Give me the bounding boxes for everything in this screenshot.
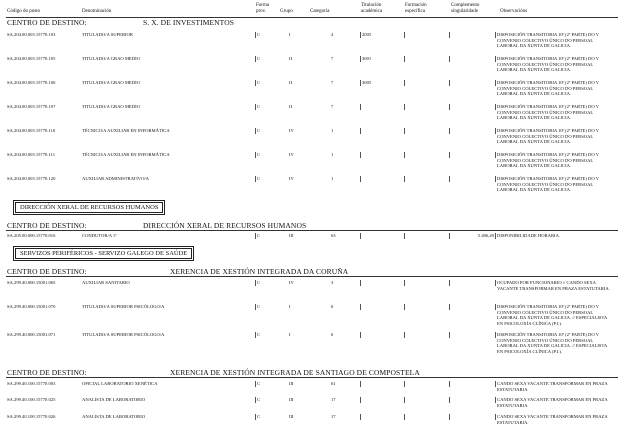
categoria: 1 xyxy=(331,128,334,133)
centro-name: XERENCIA DE XESTIÓN INTEGRADA DE SANTIAGO DE COMPOSTELA xyxy=(170,368,420,377)
denominacion: ANALISTA DE LABORATORIO xyxy=(82,414,146,419)
column-divider xyxy=(360,128,361,134)
posto-code: SA.204.00.003.15770.111 xyxy=(7,152,56,157)
column-divider xyxy=(255,176,256,182)
grupo: II xyxy=(289,104,293,109)
column-divider xyxy=(495,152,496,158)
section-rule xyxy=(6,276,618,277)
posto-code: SA.204.00.003.15770.105 xyxy=(7,56,56,61)
column-divider xyxy=(360,56,361,62)
centro-name: DIRECCIÓN XERAL DE RECURSOS HUMANOS xyxy=(143,221,307,230)
centro-label: CENTRO DE DESTINO: xyxy=(7,267,87,276)
column-divider xyxy=(404,128,405,134)
column-divider xyxy=(495,176,496,182)
column-divider xyxy=(360,233,361,239)
column-divider xyxy=(404,397,405,403)
section-box: SERVIZOS PERIFÉRICOS - SERVIZO GALEGO DE SAÚDE xyxy=(15,248,192,259)
observacions: DISPOSICIÓN TRANSITORIA 10ª (2º PARTE) DO V CONVENIO COLECTIVO ÚNICO DO PERSOAL LABORAL DA XUNTA DE GALICIA. xyxy=(497,128,599,145)
column-divider xyxy=(255,32,256,38)
column-divider xyxy=(449,104,450,110)
forma-prov: C xyxy=(257,332,261,337)
titulacion: 3005 xyxy=(362,80,372,85)
header-denominacion: Denominación xyxy=(82,9,112,14)
denominacion: ANALISTA DE LABORATORIO xyxy=(82,397,146,402)
observacions: DISPOSICIÓN TRANSITORIA 10ª (2º PARTE) DO V CONVENIO COLECTIVO ÚNICO DO PERSOAL LABORAL DA XUNTA DE GALICIA. // ESPECIALISTA EN PSICOLOXÍA CLÍNICA (P.I.). xyxy=(497,332,607,354)
column-divider xyxy=(495,381,496,387)
column-divider xyxy=(404,80,405,86)
forma-prov: C xyxy=(257,104,261,109)
centro-label: CENTRO DE DESTINO: xyxy=(7,221,87,230)
column-divider xyxy=(404,233,405,239)
denominacion: AUXILIAR ADMINISTRATIVO/A xyxy=(82,176,149,181)
column-divider xyxy=(449,397,450,403)
grupo: IV xyxy=(289,176,294,181)
column-divider xyxy=(404,32,405,38)
grupo: III xyxy=(289,397,294,402)
posto-code: SA.205.00.000.15770.016 xyxy=(7,233,56,238)
grupo: III xyxy=(289,381,294,386)
centro-name: S. X. DE INVESTIMENTOS xyxy=(143,18,235,27)
categoria: 61 xyxy=(331,381,336,386)
column-divider xyxy=(495,80,496,86)
column-divider xyxy=(255,80,256,86)
grupo: I xyxy=(289,304,291,309)
centro-name: XERENCIA DE XESTIÓN INTEGRADA DA CORUÑA xyxy=(170,267,349,276)
grupo: III xyxy=(289,414,294,419)
column-divider xyxy=(449,152,450,158)
column-divider xyxy=(255,152,256,158)
column-divider xyxy=(360,414,361,420)
denominacion: OFICIAL LABORATORIO XENÉTICA xyxy=(82,381,158,386)
section-box: DIRECCIÓN XERAL DE RECURSOS HUMANOS xyxy=(15,202,163,213)
column-divider xyxy=(360,32,361,38)
column-divider xyxy=(255,304,256,310)
column-divider xyxy=(255,381,256,387)
categoria: 1 xyxy=(331,152,334,157)
grupo: II xyxy=(289,56,293,61)
observacions: DISPOSICIÓN TRANSITORIA 10ª (2º PARTE) DO V CONVENIO COLECTIVO ÚNICO DO PERSOAL LABORAL DA XUNTA DE GALICIA. xyxy=(497,104,599,121)
header-codigo: Código do posto xyxy=(7,9,41,14)
forma-prov: C xyxy=(257,56,261,61)
posto-code: SA.299.40.000.15001.071 xyxy=(7,332,56,337)
denominacion: TITULADO/A GRAO MEDIO xyxy=(82,80,140,85)
grupo: I xyxy=(289,332,291,337)
header-forma: Forma prov. xyxy=(256,3,270,14)
column-divider xyxy=(404,104,405,110)
observacions: DISPOSICIÓN TRANSITORIA 10ª (2º PARTE) DO V CONVENIO COLECTIVO ÚNICO DO PERSOAL LABORAL DA XUNTA DE GALICIA. // ESPECIALISTA EN PSICOLOXÍA CLÍNICA (P.I.). xyxy=(497,304,607,326)
observacions: DISPONIBILIDADE HORARIA. xyxy=(497,233,561,238)
column-divider xyxy=(404,56,405,62)
observacions: DISPOSICIÓN TRANSITORIA 10ª (2º PARTE) DO V CONVENIO COLECTIVO ÚNICO DO PERSOAL LABORAL DA XUNTA DE GALICIA. xyxy=(497,32,599,49)
categoria: 63 xyxy=(331,233,336,238)
categoria: 7 xyxy=(331,80,334,85)
column-divider xyxy=(495,397,496,403)
column-divider xyxy=(360,176,361,182)
categoria: 6 xyxy=(331,304,334,309)
denominacion: TÉCNICO/A AUXILIAR EN INFORMÁTICA xyxy=(82,128,170,133)
column-divider xyxy=(404,280,405,286)
titulacion: 2005 xyxy=(362,32,372,37)
column-divider xyxy=(449,128,450,134)
column-divider xyxy=(404,414,405,420)
column-divider xyxy=(360,304,361,310)
grupo: I xyxy=(289,32,291,37)
categoria: 7 xyxy=(331,104,334,109)
grupo: II xyxy=(289,80,293,85)
column-divider xyxy=(449,381,450,387)
column-divider xyxy=(360,280,361,286)
categoria: 4 xyxy=(331,32,334,37)
denominacion: TITULADO/A GRAO MEDIO xyxy=(82,56,140,61)
categoria: 7 xyxy=(331,56,334,61)
forma-prov: C xyxy=(257,381,261,386)
categoria: 17 xyxy=(331,414,336,419)
posto-code: SA.204.00.003.15770.107 xyxy=(7,104,56,109)
denominacion: CONDUTOR/A 1ª xyxy=(82,233,117,238)
column-divider xyxy=(404,381,405,387)
column-divider xyxy=(449,32,450,38)
header-grupo: Grupo xyxy=(280,9,293,14)
grupo: III xyxy=(289,233,294,238)
posto-code: SA.299.40.100.15770.025 xyxy=(7,397,56,402)
categoria: 6 xyxy=(331,332,334,337)
column-divider xyxy=(495,128,496,134)
column-divider xyxy=(360,332,361,338)
section-rule xyxy=(6,377,618,378)
posto-code: SA.204.00.003.15770.103 xyxy=(7,32,56,37)
complemento: 5.406,49 xyxy=(477,233,494,238)
forma-prov: C xyxy=(257,176,261,181)
categoria: 17 xyxy=(331,397,336,402)
denominacion: TITULADO/A GRAO MEDIO xyxy=(82,104,140,109)
header-rule xyxy=(6,17,618,18)
posto-code: SA.299.40.100.15770.003 xyxy=(7,381,56,386)
column-divider xyxy=(360,104,361,110)
column-divider xyxy=(360,80,361,86)
header-formacion: Formación específica xyxy=(405,3,427,14)
forma-prov: C xyxy=(257,128,261,133)
column-divider xyxy=(360,152,361,158)
column-divider xyxy=(495,332,496,338)
column-divider xyxy=(255,414,256,420)
centro-label: CENTRO DE DESTINO: xyxy=(7,18,87,27)
column-divider xyxy=(449,414,450,420)
denominacion: AUXILIAR SANITARIO xyxy=(82,280,130,285)
header-titulacion: Titulación académica xyxy=(361,3,383,14)
observacions: CANDO SEXA VACANTE TRANSFORMAR EN PRAZA ESTATUTARIA. xyxy=(497,414,608,425)
column-divider xyxy=(255,104,256,110)
observacions: DISPOSICIÓN TRANSITORIA 10ª (2º PARTE) DO V CONVENIO COLECTIVO ÚNICO DO PERSOAL LABORAL DA XUNTA DE GALICIA. xyxy=(497,152,599,169)
section-rule xyxy=(6,230,618,231)
grupo: IV xyxy=(289,280,294,285)
column-divider xyxy=(404,176,405,182)
column-divider xyxy=(449,304,450,310)
observacions: CANDO SEXA VACANTE TRANSFORMAR EN PRAZA ESTATUTARIA. xyxy=(497,381,608,392)
column-divider xyxy=(449,56,450,62)
column-divider xyxy=(255,397,256,403)
column-divider xyxy=(404,332,405,338)
column-divider xyxy=(360,397,361,403)
column-divider xyxy=(255,128,256,134)
column-divider xyxy=(449,176,450,182)
column-divider xyxy=(495,280,496,286)
grupo: IV xyxy=(289,152,294,157)
column-divider xyxy=(404,152,405,158)
column-divider xyxy=(360,381,361,387)
column-divider xyxy=(255,233,256,239)
column-divider xyxy=(255,56,256,62)
titulacion: 3001 xyxy=(362,56,372,61)
column-divider xyxy=(495,32,496,38)
forma-prov: C xyxy=(257,152,261,157)
column-divider xyxy=(495,414,496,420)
categoria: 1 xyxy=(331,176,334,181)
categoria: 3 xyxy=(331,280,334,285)
column-divider xyxy=(255,280,256,286)
column-divider xyxy=(495,104,496,110)
posto-code: SA.299.40.000.15001.065 xyxy=(7,280,56,285)
forma-prov: C xyxy=(257,233,261,238)
posto-code: SA.204.00.003.15770.120 xyxy=(7,176,56,181)
column-divider xyxy=(449,280,450,286)
column-divider xyxy=(255,332,256,338)
denominacion: TÉCNICO/A AUXILIAR EN INFORMÁTICA xyxy=(82,152,170,157)
observacions: CANDO SEXA VACANTE TRANSFORMAR EN PRAZA ESTATUTARIA. xyxy=(497,397,608,408)
column-divider xyxy=(404,304,405,310)
observacions: OCUPADO POR FUNCIONARIO // CANDO SEXA VACANTE TRANSFORMAR EN PRAZA ESTATUTARIA. xyxy=(497,280,610,291)
observacions: DISPOSICIÓN TRANSITORIA 10ª (2º PARTE) DO V CONVENIO COLECTIVO ÚNICO DO PERSOAL LABORAL DA XUNTA DE GALICIA. xyxy=(497,80,599,97)
header-observacions: Observacións xyxy=(500,9,528,14)
forma-prov: C xyxy=(257,414,261,419)
posto-code: SA.299.40.000.15001.070 xyxy=(7,304,56,309)
column-divider xyxy=(449,233,450,239)
forma-prov: C xyxy=(257,397,261,402)
column-divider xyxy=(495,304,496,310)
posto-code: SA.299.40.100.15770.026 xyxy=(7,414,56,419)
observacions: DISPOSICIÓN TRANSITORIA 10ª (2º PARTE) DO V CONVENIO COLECTIVO ÚNICO DO PERSOAL LABORAL DA XUNTA DE GALICIA. xyxy=(497,56,599,73)
denominacion: TITULADO/A SUPERIOR xyxy=(82,32,133,37)
observacions: DISPOSICIÓN TRANSITORIA 10ª (2º PARTE) DO V CONVENIO COLECTIVO ÚNICO DO PERSOAL LABORAL DA XUNTA DE GALICIA. xyxy=(497,176,599,193)
forma-prov: C xyxy=(257,304,261,309)
forma-prov: C xyxy=(257,80,261,85)
column-divider xyxy=(449,332,450,338)
denominacion: TITULADO/A SUPERIOR PSICÓLOGO/A xyxy=(82,332,165,337)
posto-code: SA.204.00.003.15770.110 xyxy=(7,128,56,133)
forma-prov: C xyxy=(257,32,261,37)
forma-prov: C xyxy=(257,280,261,285)
denominacion: TITULADO/A SUPERIOR PSICÓLOGO/A xyxy=(82,304,165,309)
column-divider xyxy=(495,233,496,239)
grupo: IV xyxy=(289,128,294,133)
centro-label: CENTRO DE DESTINO: xyxy=(7,368,87,377)
posto-code: SA.204.00.003.15770.106 xyxy=(7,80,56,85)
column-divider xyxy=(449,80,450,86)
header-complemento: Complemento singularidade xyxy=(451,3,480,14)
header-categoria: Categoría xyxy=(310,9,330,14)
column-divider xyxy=(495,56,496,62)
